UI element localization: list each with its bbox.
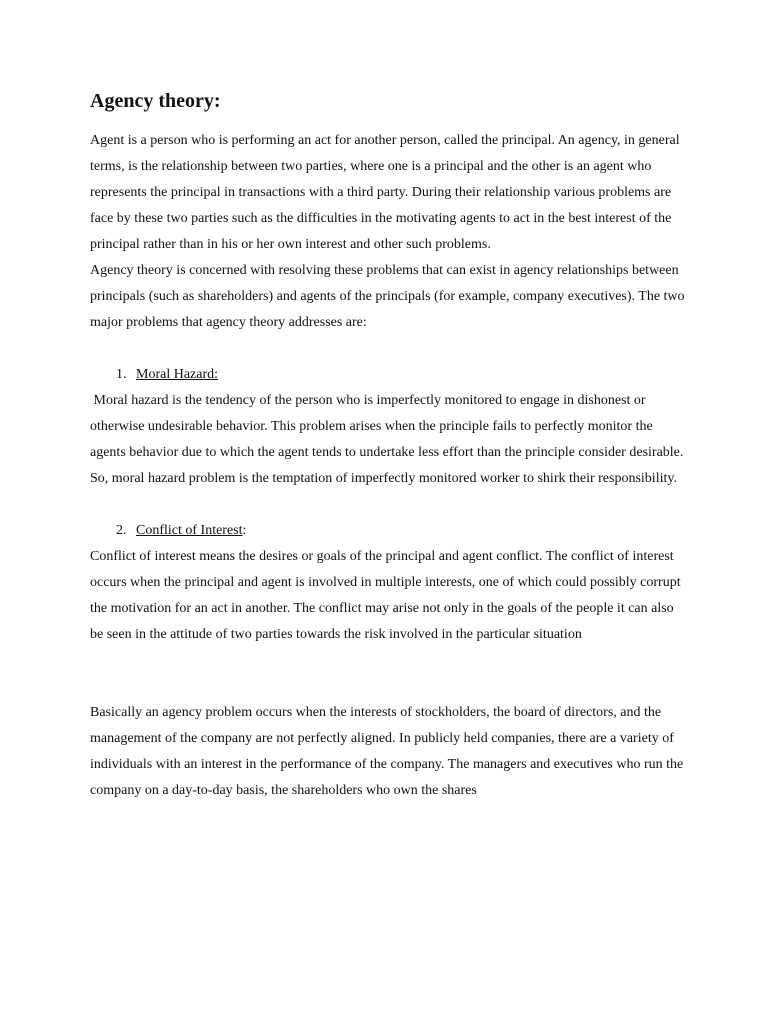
moral-hazard-paragraph: Moral hazard is the tendency of the person who is imperfectly monitored to engage in dishonest or otherwise undesirable behavior. This problem arises when the principle fails to perfectly monitor the agents behavior due to which the agent tends to undertake less effort than the principle consider desirable. So, moral hazard problem is the temptation of imperfectly monitored worker to shirk their responsibility.: [90, 393, 687, 486]
list-item-moral-hazard: [90, 362, 690, 388]
spacer: [90, 492, 690, 518]
intro-paragraph: Agent is a person who is performing an act for another person, called the principal. An agency, in general terms, is the relationship between two parties, where one is a principal and the other is an agent who represents the principal in transactions with a third party. During their relationship various problems are face by these two parties such as the difficulties in the motivating agents to act in the best interest of the principal rather than in his or her own interest and other such problems.: [90, 133, 680, 252]
list-number: 1.: [116, 367, 127, 382]
spacer: [90, 648, 690, 700]
agency-theory-paragraph: Agency theory is concerned with resolving these problems that can exist in agency relationships between principals (such as shareholders) and agents of the principals (for example, company executives). The two major problems that agency theory addresses are:: [90, 263, 685, 330]
spacer: [90, 336, 690, 362]
document-body: [90, 88, 690, 804]
conflict-of-interest-paragraph: Conflict of interest means the desires or goals of the principal and agent conflict. The conflict of interest occurs when the principal and agent is involved in multiple interests, one of which could possibly corrupt the motivation for an act in another. The conflict may arise not only in the goals of the people it can also be seen in the attitude of two parties towards the risk involved in the particular situation: [90, 549, 681, 642]
agency-problem-paragraph: Basically an agency problem occurs when the interests of stockholders, the board of directors, and the management of the company are not perfectly aligned. In publicly held companies, there are a variety of individuals with an interest in the performance of the company. The managers and executives who run the company on a day-to-day basis, the shareholders who own the shares: [90, 705, 684, 798]
list-item-conflict-of-interest: [90, 518, 690, 544]
list-number: 2.: [116, 523, 127, 538]
page-title: Agency theory:: [90, 90, 221, 112]
moral-hazard-heading: Moral Hazard:: [136, 367, 219, 382]
conflict-of-interest-heading: Conflict of Interest: [136, 523, 243, 538]
heading-colon: :: [242, 523, 247, 538]
